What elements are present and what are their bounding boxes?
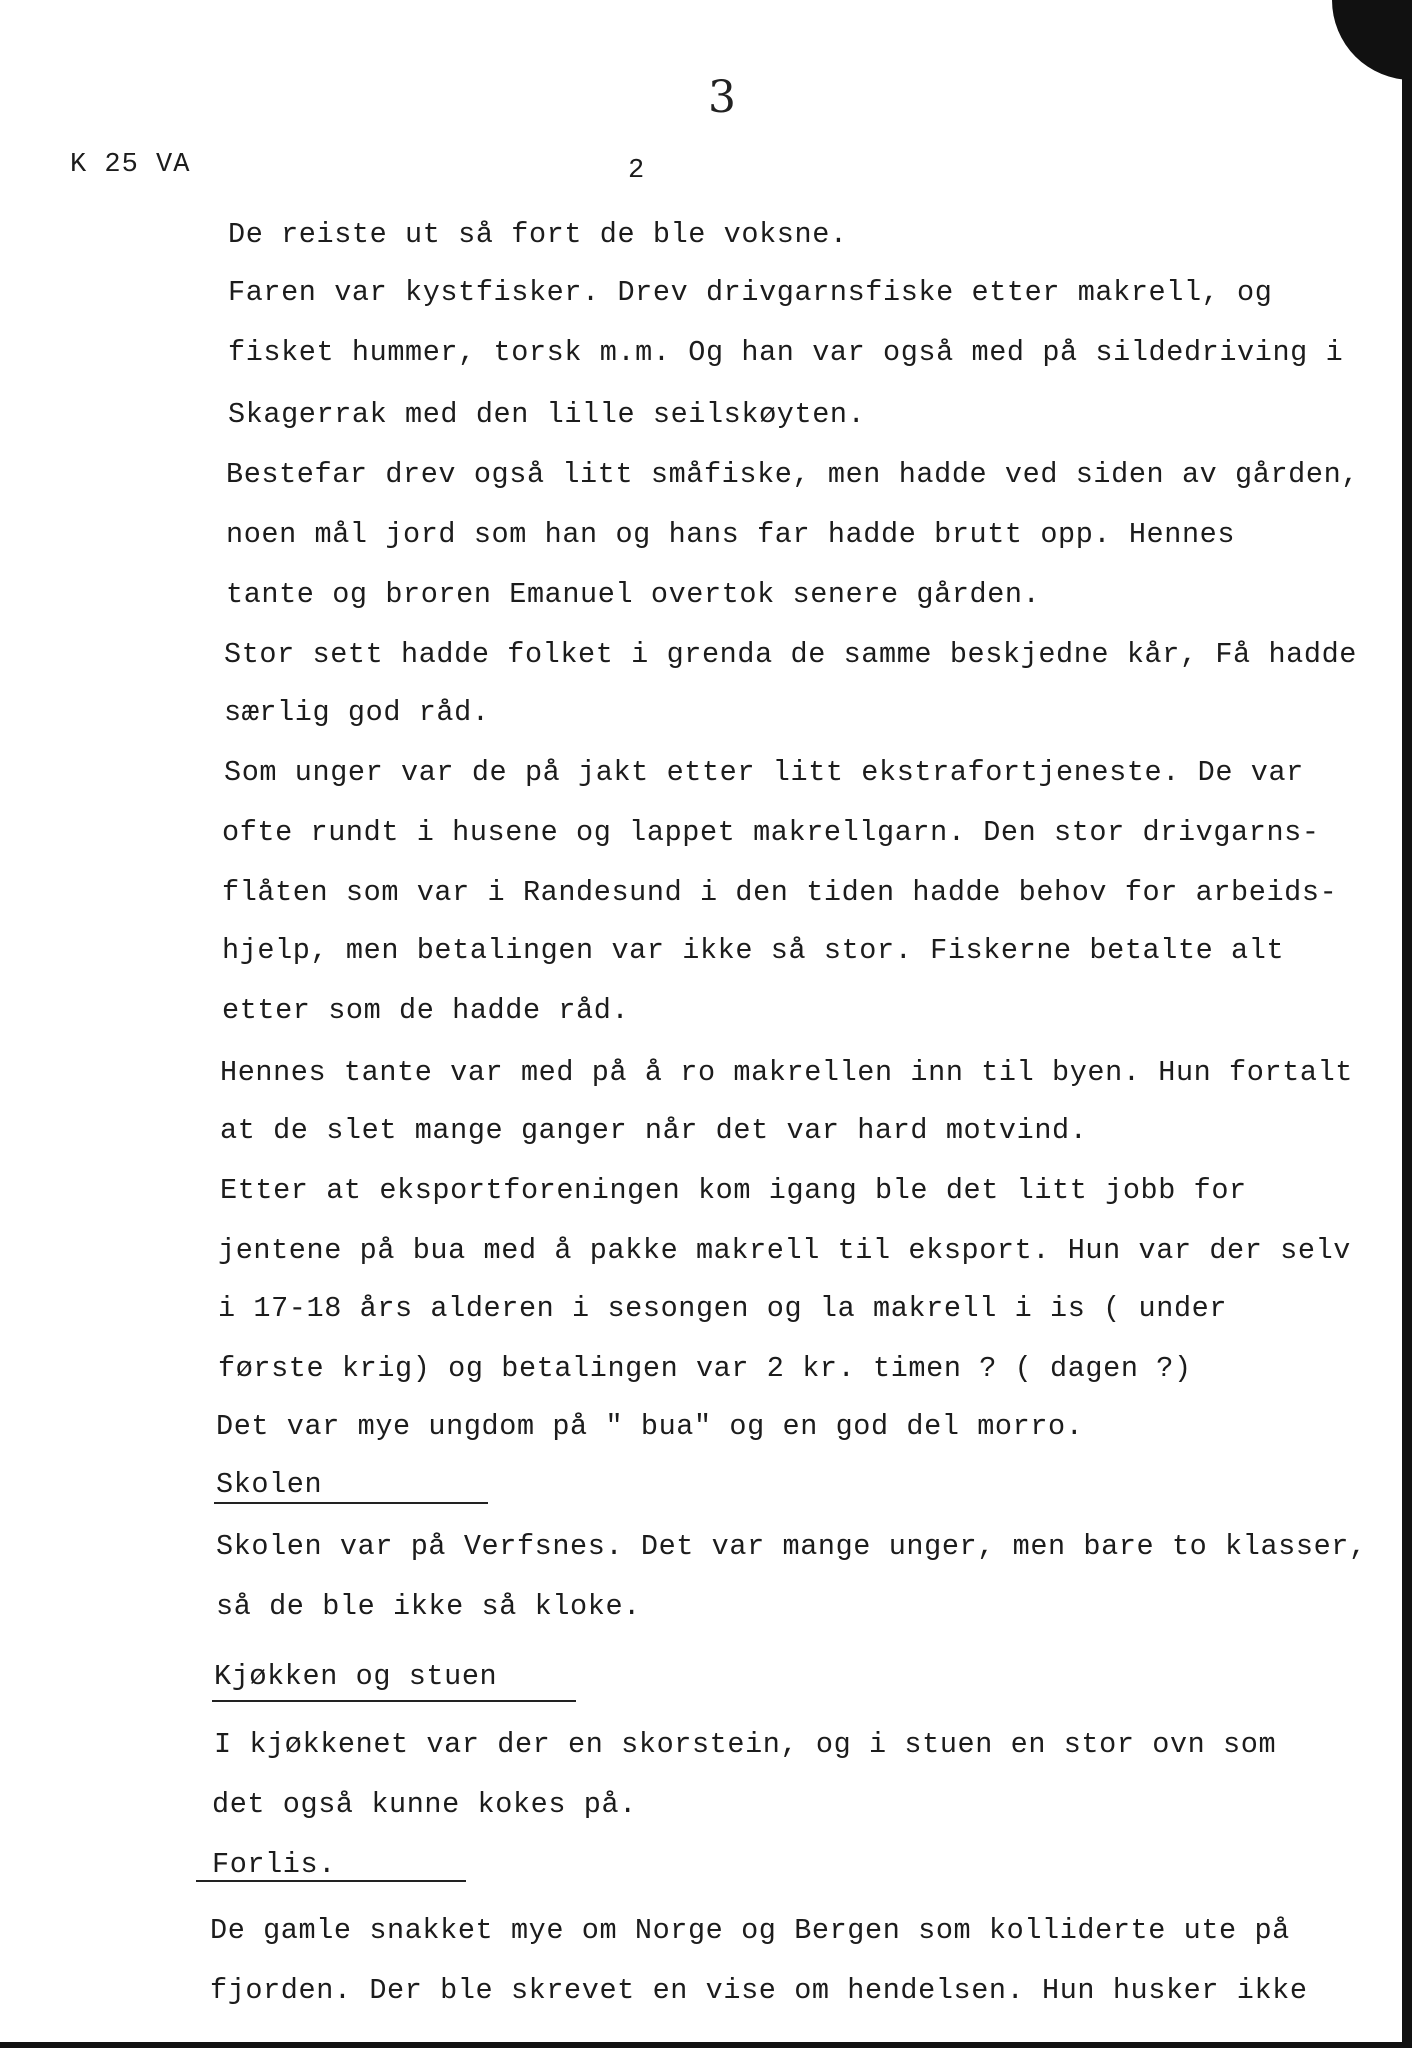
body-line: fisket hummer, torsk m.m. Og han var også med på sildedriving i: [228, 336, 1344, 369]
scan-corner-shadow: [1332, 0, 1412, 80]
body-line: særlig god råd.: [224, 696, 490, 729]
body-line: Skolen var på Verfsnes. Det var mange unger, men bare to klasser,: [216, 1530, 1367, 1563]
body-line: De reiste ut så fort de ble voksne.: [228, 218, 848, 251]
body-line: at de slet mange ganger når det var hard motvind.: [220, 1114, 1088, 1147]
body-line: Etter at eksportforeningen kom igang ble det litt jobb for: [220, 1174, 1247, 1207]
archive-reference: K 25 VA: [70, 150, 191, 180]
body-line: Det var mye ungdom på " bua" og en god del morro.: [216, 1410, 1084, 1443]
body-line: jentene på bua med å pakke makrell til eksport. Hun var der selv: [218, 1234, 1351, 1267]
body-line: Som unger var de på jakt etter litt ekstrafortjeneste. De var: [224, 756, 1304, 789]
body-line: I kjøkkenet var der en skorstein, og i stuen en stor ovn som: [214, 1728, 1277, 1761]
heading-underline: [212, 1700, 576, 1702]
body-line: ofte rundt i husene og lappet makrellgarn. Den stor drivgarns-: [222, 816, 1320, 849]
heading-underline: [196, 1880, 466, 1882]
body-line: så de ble ikke så kloke.: [216, 1590, 641, 1623]
body-line: Skagerrak med den lille seilskøyten.: [228, 398, 866, 431]
body-line: Faren var kystfisker. Drev drivgarnsfiske etter makrell, og: [228, 276, 1273, 309]
body-line: Bestefar drev også litt småfiske, men hadde ved siden av gården,: [226, 458, 1359, 491]
body-line: noen mål jord som han og hans far hadde brutt opp. Hennes: [226, 518, 1236, 551]
body-line: flåten som var i Randesund i den tiden hadde behov for arbeids-: [222, 876, 1338, 909]
body-line: hjelp, men betalingen var ikke så stor. Fiskerne betalte alt: [222, 934, 1285, 967]
scan-border-bottom: [0, 2042, 1412, 2048]
typed-page-number: 2: [628, 156, 645, 186]
body-line: i 17-18 års alderen i sesongen og la makrell i is ( under: [218, 1292, 1228, 1325]
section-heading-forlis: Forlis.: [212, 1848, 336, 1881]
body-line: De gamle snakket mye om Norge og Bergen som kolliderte ute på: [210, 1914, 1290, 1947]
heading-underline: [214, 1502, 488, 1504]
section-heading-skolen: Skolen: [216, 1468, 323, 1501]
section-heading-kjokken: Kjøkken og stuen: [214, 1660, 498, 1693]
body-line: det også kunne kokes på.: [212, 1788, 637, 1821]
body-line: første krig) og betalingen var 2 kr. timen ? ( dagen ?): [218, 1352, 1192, 1385]
handwritten-page-number: 3: [708, 72, 736, 123]
body-line: Hennes tante var med på å ro makrellen inn til byen. Hun fortalt: [220, 1056, 1353, 1089]
body-line: fjorden. Der ble skrevet en vise om hendelsen. Hun husker ikke: [210, 1974, 1308, 2007]
body-line: Stor sett hadde folket i grenda de samme beskjedne kår, Få hadde: [224, 638, 1357, 671]
body-line: tante og broren Emanuel overtok senere gården.: [226, 578, 1041, 611]
body-line: etter som de hadde råd.: [222, 994, 630, 1027]
scan-border-right: [1402, 0, 1412, 2048]
